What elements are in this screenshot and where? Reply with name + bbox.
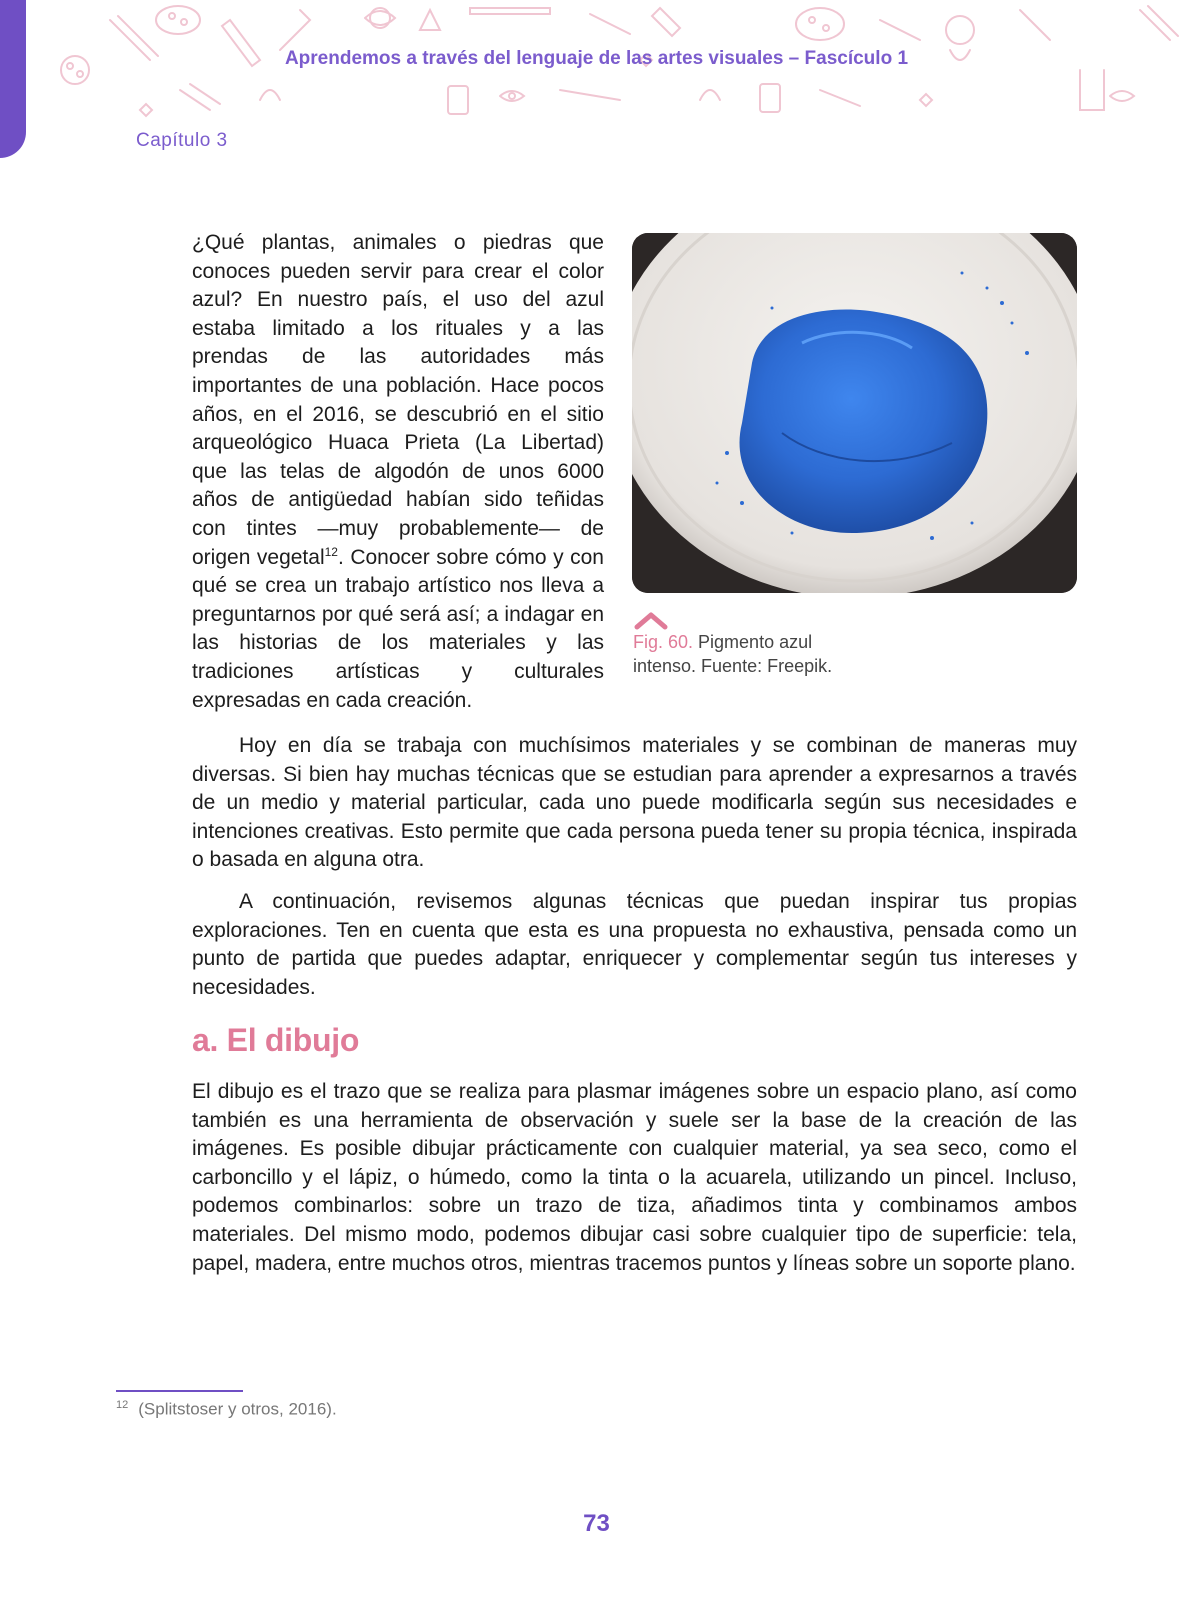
chapter-tab: [0, 0, 26, 158]
page-number: 73: [583, 1510, 610, 1537]
body-paragraph-2: A continuación, revisemos algunas técnicas que puedan inspirar tus propias exploraciones. Ten en cuenta que esta es una propuesta no exhaustiva, pensada como un punto de partida que puedes adaptar, enriquecer y complementar según tus intereses y necesidades.: [192, 890, 1077, 999]
chevron-up-icon: [633, 611, 669, 631]
figure-label: Fig. 60.: [633, 632, 694, 652]
figure-caption: [633, 630, 873, 678]
section-paragraph: El dibujo es el trazo que se realiza para plasmar imágenes sobre un espacio plano, así como también es una herramienta de observación y suele ser la base de la creación de las imágenes. Es posible dibujar prácticamente con cualquier material, ya sea seco, como el carboncillo y el lápiz, o húmedo, como la tinta o la acuarela, utilizando un pincel. Incluso, podemos combinarlos: sobre un trazo de tiza, añadimos tinta y combinamos ambos materiales. Del mismo modo, podemos dibujar casi sobre cualquier tipo de superficie: tela, papel, madera, entre muchos otros, mientras tracemos puntos y líneas sobre un soporte plano.: [192, 1080, 1077, 1275]
footnote-reference[interactable]: 12: [324, 544, 338, 559]
running-title: Aprendemos a través del lenguaje de las artes visuales – Fascículo 1: [284, 48, 909, 69]
intro-text-part-1: ¿Qué plantas, animales o piedras que conoces pueden servir para crear el color azul? En nuestro país, el uso del azul estaba limitado a los rituales y a las prendas de las autoridades más importantes de una población. Hace pocos años, en el 2016, se descubrió en el sitio arqueológico Huaca Prieta (La Libertad) que las telas de algodón de unos 6000 años de antigüedad habían sido teñidas con tintes —muy probablemente— de origen vegetal: [192, 231, 604, 569]
footnote: [116, 1399, 337, 1420]
section-heading: a. El dibujo: [192, 1022, 360, 1058]
footnote-number: 12: [116, 1399, 129, 1411]
intro-text-part-2: . Conocer sobre cómo y con qué se crea un trabajo artístico nos lleva a preguntarnos por qué será así; a indagar en las historias de los materiales y las tradiciones artísticas y culturales expresadas en cada creación.: [192, 545, 604, 712]
intro-paragraph: [192, 229, 604, 715]
footnote-text: (Splitstoser y otros, 2016).: [138, 1399, 337, 1419]
blue-pigment-photo: [632, 233, 1077, 593]
body-paragraph-1: Hoy en día se trabaja con muchísimos materiales y se combinan de maneras muy diversas. Si bien hay muchas técnicas que se estudian para aprender a expresarnos a través de un medio y material particular, cada uno puede modificarla según sus necesidades e intenciones creativas. Esto permite que cada persona pueda tener su propia técnica, inspirada o basada en alguna otra.: [192, 734, 1077, 872]
figure-caption-text: Pigmento azul intenso. Fuente: Freepik.: [633, 632, 833, 676]
footnote-divider: [116, 1390, 243, 1392]
pigment-bowl-icon: [632, 233, 1077, 593]
chapter-label: Capítulo 3: [136, 130, 228, 151]
